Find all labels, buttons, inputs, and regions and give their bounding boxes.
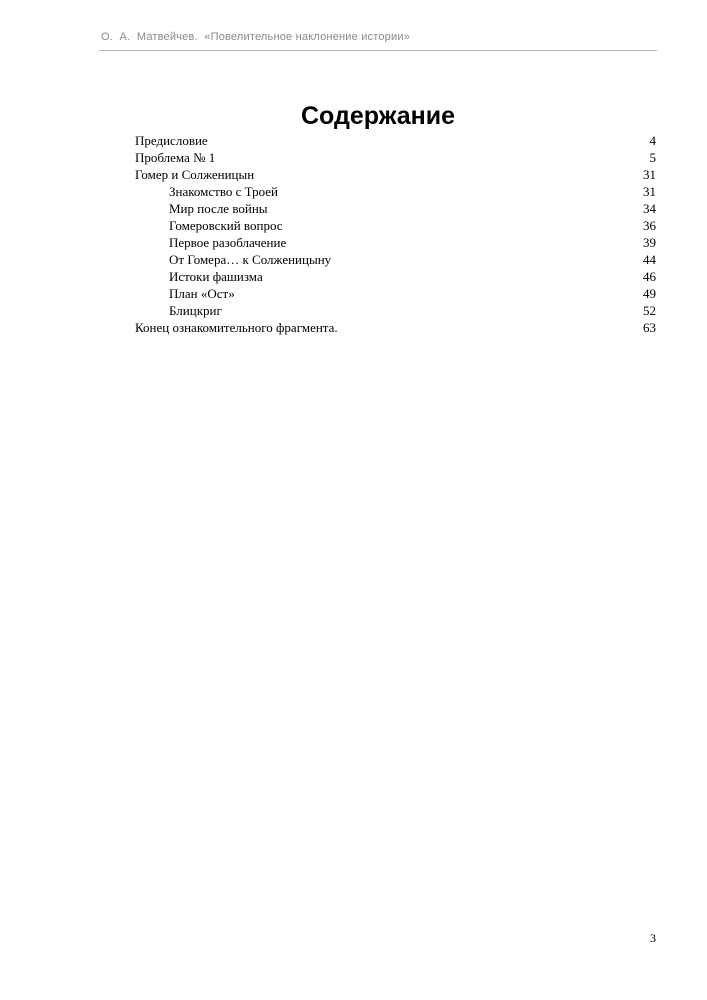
toc-subentry[interactable] — [135, 200, 656, 217]
toc-entry-label[interactable]: Мир после войны — [169, 201, 268, 216]
toc-entry-label[interactable]: Гомер и Солженицын — [135, 167, 255, 182]
toc-subentry[interactable] — [135, 217, 656, 234]
toc-entry-label[interactable]: План «Ост» — [169, 286, 235, 301]
toc-entry-label[interactable]: От Гомера… к Солженицыну — [169, 252, 332, 267]
toc-subentry[interactable] — [135, 302, 656, 319]
toc-entry-label[interactable]: Конец ознакомительного фрагмента. — [135, 320, 338, 335]
toc-subentry[interactable] — [135, 251, 656, 268]
toc-entry-page: 52 — [643, 303, 656, 318]
page-number: 3 — [650, 931, 656, 945]
toc-entry-label[interactable]: Блицкриг — [169, 303, 222, 318]
toc-entry[interactable] — [135, 166, 656, 183]
toc-entry-page: 4 — [649, 133, 656, 148]
toc-list — [135, 132, 656, 336]
toc-entry-page: 34 — [643, 201, 656, 216]
toc-entry-page: 49 — [643, 286, 656, 301]
toc-subentry[interactable] — [135, 268, 656, 285]
toc-entry-page: 31 — [643, 184, 656, 199]
toc-entry[interactable] — [135, 319, 656, 336]
toc-entry-page: 36 — [643, 218, 656, 233]
toc-entry-page: 5 — [649, 150, 656, 165]
header-divider — [99, 50, 657, 51]
toc-subentry[interactable] — [135, 234, 656, 251]
toc-entry-label[interactable]: Проблема № 1 — [135, 150, 216, 165]
toc-entry-page: 63 — [643, 320, 656, 335]
toc-entry-page: 46 — [643, 269, 656, 284]
toc-entry-label[interactable]: Предисловие — [135, 133, 208, 148]
toc-entry-label[interactable]: Знакомство с Троей — [169, 184, 278, 199]
toc-subentry[interactable] — [135, 285, 656, 302]
toc-entry-page: 31 — [643, 167, 656, 182]
toc-subentry[interactable] — [135, 183, 656, 200]
toc-entry-page: 44 — [643, 252, 656, 267]
toc-entry-page: 39 — [643, 235, 656, 250]
toc-entry[interactable] — [135, 149, 656, 166]
toc-entry[interactable] — [135, 132, 656, 149]
toc-entry-label[interactable]: Гомеровский вопрос — [169, 218, 283, 233]
toc-entry-label[interactable]: Первое разоблачение — [169, 235, 287, 250]
toc-title: Содержание — [300, 101, 456, 130]
running-header: О. А. Матвейчев. «Повелительное наклонение истории» — [101, 31, 411, 43]
toc-entry-label[interactable]: Истоки фашизма — [169, 269, 263, 284]
